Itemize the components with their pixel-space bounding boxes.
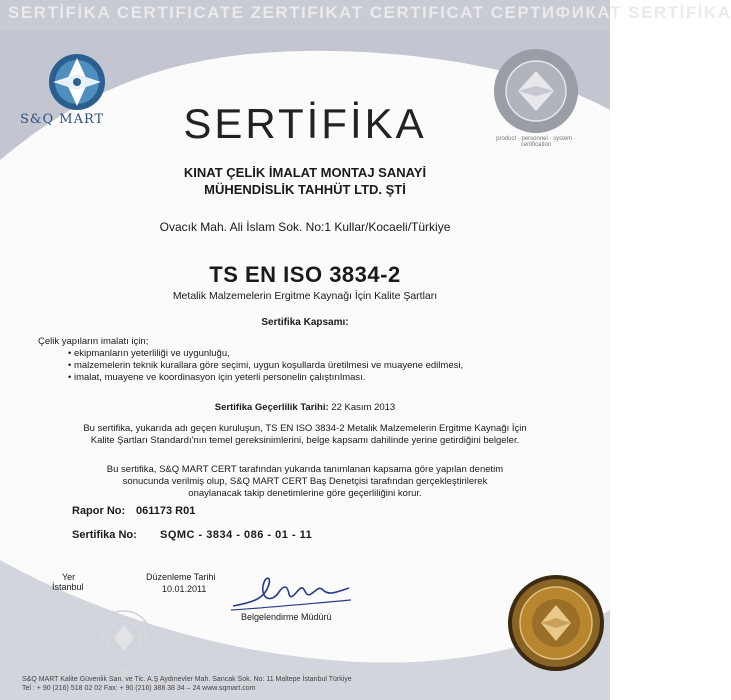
paragraph2-line1: Bu sertifika, S&Q MART CERT tarafından yukarıda tanımlanan kapsama göre yapılan denetim bbox=[106, 464, 504, 475]
place-label: Yer bbox=[62, 572, 76, 582]
validity-label: Sertifika Geçerlilik Tarihi: bbox=[214, 402, 329, 413]
paragraph1-line1: Bu sertifika, yukarıda adı geçen kuruluşun, TS EN ISO 3834-2 Metalik Malzemelerin Ergitme Kaynağı İçin bbox=[83, 423, 527, 434]
signature-role: Belgelendirme Müdürü bbox=[241, 612, 332, 622]
scope-item: • imalat, muayene ve koordinasyon için yeterli personelin çalıştırılması. bbox=[68, 372, 366, 383]
seal-text: product · personnel · system · certification bbox=[496, 136, 576, 148]
certificate-label: Sertifika No: bbox=[72, 529, 137, 541]
faint-stamp-icon bbox=[88, 608, 160, 668]
paragraph2-line3: onaylanacak takip denetimlerine göre geçerliliğini korur. bbox=[188, 488, 422, 499]
standard-description: Metalik Malzemelerin Ergitme Kaynağı İçin Kalite Şartları bbox=[172, 290, 438, 302]
company-name-line2: MÜHENDİSLİK TAHHÜT LTD. ŞTİ bbox=[204, 182, 406, 197]
validity-line bbox=[0, 402, 610, 413]
company-name-line1: KINAT ÇELİK İMALAT MONTAJ SANAYİ bbox=[183, 165, 427, 180]
scope-intro: Çelik yapıların imalatı için; bbox=[38, 336, 149, 347]
validity-date: 22 Kasım 2013 bbox=[331, 402, 396, 413]
page-title: SERTİFİKA bbox=[183, 100, 427, 147]
issue-date-label: Düzenleme Tarihi bbox=[146, 572, 216, 582]
logo-name: S&Q MART bbox=[20, 112, 105, 127]
paragraph2-line2: sonucunda verilmiş olup, S&Q MART CERT Baş Denetçisi tarafından gerçekleştirilerek bbox=[122, 476, 488, 487]
footer-line2: Tel : + 90 (216) 518 02 02 Fax: + 90 (216) 388 38 34 – 24 www.sqmart.com bbox=[22, 685, 256, 692]
report-number: 061173 R01 bbox=[136, 505, 196, 517]
issue-date-value: 10.01.2011 bbox=[162, 584, 207, 594]
paragraph1-line2: Kalite Şartları Standardı'nın temel gereksinimlerini, belge kapsamı dahilinde yerine getirdiğini belgeler. bbox=[90, 435, 520, 446]
company-address: Ovacık Mah. Ali İslam Sok. No:1 Kullar/Kocaeli/Türkiye bbox=[159, 220, 451, 234]
gold-seal-icon bbox=[505, 572, 607, 674]
standard-code: TS EN ISO 3834-2 bbox=[209, 262, 401, 287]
scope-heading: Sertifika Kapsamı: bbox=[261, 317, 349, 328]
place-value: İstanbul bbox=[52, 582, 84, 592]
scope-item: • ekipmanların yeterliliği ve uygunluğu, bbox=[68, 348, 230, 359]
header-banner bbox=[0, 0, 731, 30]
banner-text: SERTİFİKA CERTIFICATE ZERTIFIKAT CERTIFICAT СЕРТИФИКАТ SERTİFİKA bbox=[8, 3, 731, 22]
scope-item: • malzemelerin teknik kurallara göre seçimi, uygun koşullarda üretilmesi ve muayene edilmesi, bbox=[68, 360, 464, 371]
certificate-number: SQMC - 3834 - 086 - 01 - 11 bbox=[160, 529, 313, 541]
footer-line1: S&Q MART Kalite Güvenlik San. ve Tic. A.Ş Aydınevler Mah. Sancak Sok. No: 11 Maltepe İstanbul Türkiye bbox=[22, 676, 352, 683]
signature-icon bbox=[225, 572, 355, 616]
report-label: Rapor No: bbox=[72, 505, 126, 517]
